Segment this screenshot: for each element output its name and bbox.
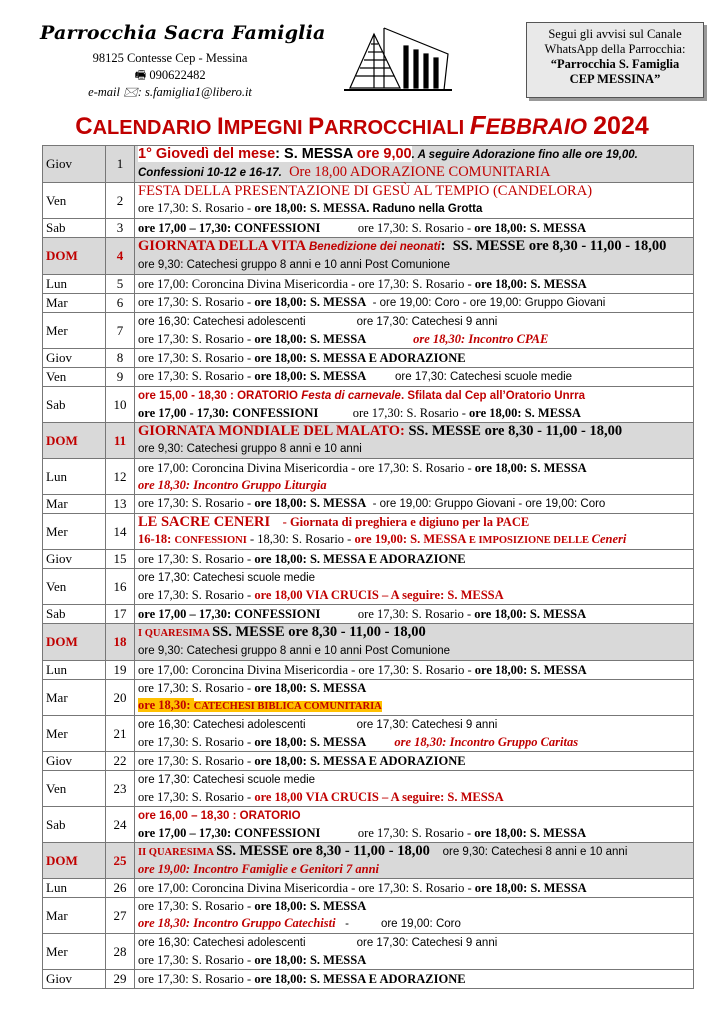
day-number: 20 <box>106 680 135 716</box>
event-text: ore 17,30: S. Rosario - <box>138 790 255 804</box>
calendar-row <box>43 294 694 313</box>
calendar-row <box>43 238 694 275</box>
event-text: ore 9,30: Catechesi gruppo 8 anni e 10 anni Post Comunione <box>138 645 450 657</box>
event-text: ore 17,00: Coroncina Divina Misericordia - ore 17,30: S. Rosario - <box>138 460 475 475</box>
event-text: LE SACRE CENERI <box>138 514 271 530</box>
event-text: ore 17,00 – 17,30: CONFESSIONI <box>138 606 321 621</box>
event-text: - ore 19,00: Coro - ore 19,00: Gruppo Giovani <box>366 297 606 309</box>
event-text: : S. MESSA <box>275 146 357 162</box>
event-line <box>138 861 690 878</box>
event-text: ore 16,30: Catechesi adolescenti ore 17,30: Catechesi 9 anni <box>138 316 498 328</box>
day-name: Giov <box>43 550 106 569</box>
event-text: ore 17,30: S. Rosario - <box>138 899 255 913</box>
event-text: ore 18,00: S. MESSA <box>254 295 367 309</box>
event-text: ore 17,30: S. Rosario - <box>318 406 470 420</box>
calendar-row <box>43 368 694 387</box>
day-number: 14 <box>106 514 135 550</box>
event-text: Benedizione dei neonati <box>308 241 441 253</box>
day-name: Mar <box>43 495 106 514</box>
calendar-title <box>0 110 724 141</box>
event-text: ore 18,00 VIA CRUCIS – A seguire: S. MESSA <box>254 588 504 602</box>
day-name: Ven <box>43 569 106 605</box>
event-text: ore 18,00: S. MESSA <box>254 899 367 913</box>
title-part: F <box>469 110 486 140</box>
event-text: ore 17,00 – 17,30: CONFESSIONI <box>138 220 321 235</box>
event-line <box>138 238 690 256</box>
calendar-row <box>43 495 694 514</box>
parish-name: Parrocchia Sacra Famiglia <box>40 22 326 44</box>
event-text: ore 17,30: S. Rosario - <box>138 201 255 215</box>
event-text: ore 18,00: S. MESSA <box>254 681 367 695</box>
calendar-row <box>43 569 694 605</box>
day-events <box>135 934 694 970</box>
event-text: I QUARESIMA <box>138 628 213 639</box>
event-line <box>138 971 690 988</box>
event-text: E IMPOSIZIONE DELLE <box>468 535 592 546</box>
event-text: ore 18,00: S. MESSA <box>469 406 581 420</box>
day-name: Mer <box>43 514 106 550</box>
day-name: Mer <box>43 313 106 349</box>
event-text: ore 17,00 – 17,30: CONFESSIONI <box>138 826 321 840</box>
event-text: ore 16,30: Catechesi adolescenti ore 17,30: Catechesi 9 anni <box>138 719 498 731</box>
event-text: ore 17,30: S. Rosario - <box>138 953 255 967</box>
day-name: Mer <box>43 934 106 970</box>
day-events <box>135 183 694 219</box>
calendar-row <box>43 313 694 349</box>
day-events <box>135 294 694 313</box>
event-text: ore 18,30: Incontro CPAE <box>366 332 549 346</box>
day-number: 6 <box>106 294 135 313</box>
day-number: 21 <box>106 716 135 752</box>
event-text: ore 18,00: S. MESSA. <box>254 201 373 215</box>
event-line <box>138 642 690 660</box>
event-text: ore 18,30: Incontro Gruppo Liturgia <box>138 477 327 492</box>
day-number: 7 <box>106 313 135 349</box>
day-name: DOM <box>43 843 106 879</box>
event-text: ore 18,00: S. MESSA <box>254 332 367 346</box>
event-line <box>138 405 690 422</box>
event-line <box>138 898 690 915</box>
day-number: 19 <box>106 661 135 680</box>
event-text: ore 18,30: <box>138 698 194 712</box>
day-events <box>135 459 694 495</box>
event-text: ore 18,00: S. MESSA <box>474 460 587 475</box>
day-number: 9 <box>106 368 135 387</box>
day-name: Mar <box>43 294 106 313</box>
event-line <box>138 495 690 513</box>
day-number: 13 <box>106 495 135 514</box>
title-part: C <box>75 113 93 140</box>
whatsapp-notice <box>526 22 704 98</box>
day-events <box>135 661 694 680</box>
calendar-row <box>43 843 694 879</box>
event-text: ore 9,30: Catechesi gruppo 8 anni e 10 anni <box>138 443 362 455</box>
calendar-row <box>43 680 694 716</box>
event-line <box>138 387 690 405</box>
calendar-row <box>43 716 694 752</box>
event-text: Raduno nella Grotta <box>372 203 483 215</box>
day-name: Mar <box>43 680 106 716</box>
event-line <box>138 294 690 312</box>
calendar-row <box>43 459 694 495</box>
event-text: ore 16,30: Catechesi adolescenti ore 17,30: Catechesi 9 anni <box>138 937 498 949</box>
event-text: ore 9,30: Catechesi gruppo 8 anni e 10 anni Post Comunione <box>138 259 450 271</box>
event-line <box>138 350 690 367</box>
event-text: ore 17,30: S. Rosario - <box>138 551 255 566</box>
day-name: Mer <box>43 716 106 752</box>
calendar-row <box>43 514 694 550</box>
day-number: 1 <box>106 146 135 183</box>
day-events <box>135 569 694 605</box>
event-text: Ore 18,00 ADORAZIONE COMUNITARIA <box>281 164 551 180</box>
event-text: ore 17,30: S. Rosario - <box>138 350 255 365</box>
day-events <box>135 624 694 661</box>
day-events <box>135 368 694 387</box>
calendar-row <box>43 219 694 238</box>
day-number: 12 <box>106 459 135 495</box>
event-text: CATECHESI BIBLICA COMUNITARIA <box>193 701 382 712</box>
day-number: 26 <box>106 879 135 898</box>
event-text: ore 18,00: S. MESSA <box>254 496 367 510</box>
day-events <box>135 879 694 898</box>
day-number: 11 <box>106 423 135 459</box>
event-line <box>138 697 690 715</box>
title-part: I <box>217 113 224 140</box>
day-name: Mar <box>43 898 106 934</box>
day-number: 15 <box>106 550 135 569</box>
event-text: ore 18,00: S. MESSA <box>474 276 587 291</box>
event-text: ore 19,00: S. MESSA <box>354 532 469 546</box>
event-text: ore 17,30: Catechesi scuole medie <box>366 371 573 383</box>
day-events <box>135 238 694 275</box>
event-text: ore 17,30: S. Rosario - <box>138 496 255 510</box>
day-events <box>135 313 694 349</box>
day-name: Ven <box>43 771 106 807</box>
day-name: Giov <box>43 349 106 368</box>
title-part: ALENDARIO <box>92 117 218 139</box>
event-text: ore 17,30: Catechesi scuole medie <box>138 774 316 786</box>
event-line <box>138 183 690 200</box>
event-line <box>138 716 690 734</box>
event-line <box>138 164 690 182</box>
event-text: ore 18,30: Incontro Gruppo Catechisti <box>138 916 336 930</box>
event-text: ore 18,00: S. MESSA E ADORAZIONE <box>254 753 466 768</box>
event-text: ore 17,00: Coroncina Divina Misericordia - ore 17,30: S. Rosario - <box>138 662 475 677</box>
calendar-row <box>43 387 694 423</box>
event-text: ore 15,00 - 18,30 : ORATORIO <box>138 390 302 402</box>
day-name: Lun <box>43 879 106 898</box>
event-line <box>138 789 690 806</box>
calendar-row <box>43 550 694 569</box>
event-line <box>138 423 690 440</box>
day-name: Ven <box>43 368 106 387</box>
day-events <box>135 423 694 459</box>
event-text: ore 17,30: S. Rosario - <box>320 826 475 840</box>
day-events <box>135 771 694 807</box>
calendar-row <box>43 349 694 368</box>
event-line <box>138 200 690 218</box>
event-text: Confessioni 10-12 e 16-17. <box>138 167 282 179</box>
day-name: Lun <box>43 275 106 294</box>
event-text: SS. MESSE ore 8,30 - 11,00 - 18,00 <box>212 624 426 640</box>
day-events <box>135 550 694 569</box>
event-text: ore 18,00: S. MESSA <box>474 826 587 840</box>
event-text: ore 17,30: S. Rosario - <box>138 332 255 346</box>
event-text: 16-18: <box>138 532 175 546</box>
event-text: ore 18,00: S. MESSA <box>474 606 587 621</box>
event-text: ore 18,00: S. MESSA <box>254 369 367 383</box>
event-line <box>138 146 690 164</box>
day-events <box>135 680 694 716</box>
event-line <box>138 952 690 969</box>
event-line <box>138 313 690 331</box>
day-number: 27 <box>106 898 135 934</box>
day-name: Ven <box>43 183 106 219</box>
event-text: SS. MESSE ore 8,30 - 11,00 - 18,00 <box>216 843 430 859</box>
event-line <box>138 587 690 604</box>
event-line <box>138 256 690 274</box>
event-text: - ore 19,00: Gruppo Giovani - ore 19,00: Coro <box>366 498 606 510</box>
event-text: ore 17,30: S. Rosario - <box>138 369 255 383</box>
event-line <box>138 331 690 348</box>
event-text: . A seguire Adorazione fino alle ore 19,00. <box>411 149 638 161</box>
event-text: ore 17,30: Catechesi scuole medie <box>138 572 316 584</box>
church-logo-icon <box>344 24 452 96</box>
title-part: ARROCCHIALI <box>324 117 470 139</box>
event-line <box>138 569 690 587</box>
event-text: ore 18,00: S. MESSA <box>474 220 587 235</box>
whatsapp-channel-name: “Parrocchia S. Famiglia <box>550 57 680 71</box>
event-line <box>138 440 690 458</box>
parish-header <box>40 22 326 101</box>
day-number: 18 <box>106 624 135 661</box>
event-text: ore 17,30: S. Rosario - <box>138 295 255 309</box>
day-name: DOM <box>43 423 106 459</box>
event-text: ore 17,30: S. Rosario - <box>138 735 255 749</box>
event-text: ore 18,00: S. MESSA E ADORAZIONE <box>254 971 466 986</box>
event-line <box>138 807 690 825</box>
event-text: ore 17,30: S. Rosario - <box>138 588 255 602</box>
day-events <box>135 387 694 423</box>
event-line <box>138 662 690 679</box>
event-line <box>138 460 690 477</box>
day-number: 16 <box>106 569 135 605</box>
event-text: ore 17,00 - 17,30: CONFESSIONI <box>138 406 319 420</box>
day-events <box>135 275 694 294</box>
day-number: 23 <box>106 771 135 807</box>
event-text: ore 19,00: Incontro Famiglie e Genitori 7 anni <box>138 862 379 876</box>
day-events <box>135 495 694 514</box>
day-name: Giov <box>43 752 106 771</box>
event-line <box>138 915 690 933</box>
event-text: 1° Giovedì del mese <box>138 146 276 162</box>
event-line <box>138 880 690 897</box>
event-text: ore 17,00: Coroncina Divina Misericordia - ore 17,30: S. Rosario - <box>138 880 475 895</box>
event-text: : SS. MESSE ore 8,30 - 11,00 - 18,00 <box>440 238 667 254</box>
title-part: MPEGNI <box>223 117 309 139</box>
event-line <box>138 934 690 952</box>
event-line <box>138 531 690 549</box>
title-part: EBBRAIO <box>485 114 594 139</box>
event-text: CONFESSIONI <box>174 535 247 546</box>
event-text: ore 17,30: S. Rosario - <box>138 753 255 768</box>
event-text: ore 18,00: S. MESSA <box>254 735 367 749</box>
event-text: GIORNATA DELLA VITA <box>138 238 309 254</box>
day-name: Sab <box>43 219 106 238</box>
event-text: ore 17,00: Coroncina Divina Misericordia - ore 17,30: S. Rosario - <box>138 276 475 291</box>
event-text: FESTA DELLA PRESENTAZIONE DI GESÙ AL TEMPIO (CANDELORA) <box>138 183 593 199</box>
calendar-row <box>43 898 694 934</box>
day-name: DOM <box>43 238 106 275</box>
day-events <box>135 605 694 624</box>
title-part: P <box>308 113 325 140</box>
event-text: Ceneri <box>591 532 627 546</box>
day-events <box>135 219 694 238</box>
event-line <box>138 734 690 751</box>
event-line <box>138 477 690 494</box>
event-text: - 18,30: S. Rosario - <box>246 532 355 546</box>
parish-phone: 🖷 090622482 <box>134 68 206 82</box>
parish-email: e-mail 🖂: s.famiglia1@libero.it <box>88 85 252 99</box>
day-number: 10 <box>106 387 135 423</box>
day-name: Sab <box>43 387 106 423</box>
event-line <box>138 825 690 842</box>
event-text: ore 18,00 VIA CRUCIS – A seguire: S. MESSA <box>254 790 504 804</box>
day-name: Sab <box>43 807 106 843</box>
event-line <box>138 680 690 697</box>
day-name: DOM <box>43 624 106 661</box>
event-text: ore 18,00: S. MESSA E ADORAZIONE <box>254 350 466 365</box>
event-text: . Sfilata dal Cep all’Oratorio Unrra <box>400 390 585 402</box>
calendar-row <box>43 146 694 183</box>
calendar-row <box>43 879 694 898</box>
day-number: 25 <box>106 843 135 879</box>
event-line <box>138 753 690 770</box>
whatsapp-channel-name: CEP MESSINA” <box>569 72 661 86</box>
day-number: 5 <box>106 275 135 294</box>
event-line <box>138 514 690 531</box>
day-number: 28 <box>106 934 135 970</box>
title-month <box>469 110 594 140</box>
event-text: ore 18,00: S. MESSA <box>254 953 367 967</box>
event-text: ore 17,30: S. Rosario - <box>320 606 475 621</box>
event-text: SS. MESSE ore 8,30 - 11,00 - 18,00 <box>408 423 623 439</box>
event-text: ore 16,00 – 18,30 : ORATORIO <box>138 810 301 822</box>
event-text: II QUARESIMA <box>138 847 217 858</box>
event-text: - ore 19,00: Coro <box>335 918 461 930</box>
event-text: ore 17,30: S. Rosario - <box>320 220 475 235</box>
day-number: 2 <box>106 183 135 219</box>
day-events <box>135 514 694 550</box>
event-line <box>138 551 690 568</box>
calendar-row <box>43 771 694 807</box>
title-year: 2024 <box>593 112 649 140</box>
day-events <box>135 716 694 752</box>
day-number: 29 <box>106 970 135 989</box>
day-name: Giov <box>43 146 106 183</box>
event-text: ore 17,30: S. Rosario - <box>138 971 255 986</box>
day-events <box>135 349 694 368</box>
event-text: ore 17,30: S. Rosario - <box>138 681 255 695</box>
event-text: ore 18,00: S. MESSA <box>474 880 587 895</box>
day-name: Lun <box>43 661 106 680</box>
event-text: - Giornata di preghiera e digiuno per la PACE <box>270 515 530 529</box>
event-text: ore 18,30: Incontro Gruppo Caritas <box>366 735 579 749</box>
calendar-row <box>43 661 694 680</box>
calendar-row <box>43 275 694 294</box>
event-line <box>138 624 690 642</box>
calendar-row <box>43 807 694 843</box>
calendar-table <box>42 145 694 989</box>
day-number: 17 <box>106 605 135 624</box>
event-line <box>138 606 690 623</box>
day-events <box>135 970 694 989</box>
day-number: 22 <box>106 752 135 771</box>
event-line <box>138 771 690 789</box>
event-text: ore 18,00: S. MESSA E ADORAZIONE <box>254 551 466 566</box>
parish-address: 98125 Contesse Cep - Messina <box>92 51 248 65</box>
calendar-row <box>43 605 694 624</box>
event-text: ore 9,00 <box>356 146 412 162</box>
event-line <box>138 368 690 386</box>
event-text: ore 9,30: Catechesi 8 anni e 10 anni <box>429 846 628 858</box>
whatsapp-line: WhatsApp della Parrocchia: <box>544 42 686 56</box>
day-name: Sab <box>43 605 106 624</box>
day-events <box>135 898 694 934</box>
event-line <box>138 220 690 237</box>
day-name: Lun <box>43 459 106 495</box>
calendar-row <box>43 183 694 219</box>
event-line <box>138 276 690 293</box>
calendar-row <box>43 970 694 989</box>
event-text: ore 18,00: S. MESSA <box>474 662 587 677</box>
day-events <box>135 146 694 183</box>
event-text: Festa di carnevale <box>301 390 401 402</box>
event-line <box>138 843 690 861</box>
day-events <box>135 752 694 771</box>
calendar-row <box>43 624 694 661</box>
day-number: 3 <box>106 219 135 238</box>
day-events <box>135 807 694 843</box>
calendar-row <box>43 934 694 970</box>
day-number: 8 <box>106 349 135 368</box>
calendar-row <box>43 752 694 771</box>
whatsapp-line: Segui gli avvisi sul Canale <box>548 27 682 41</box>
calendar-body <box>43 146 694 989</box>
day-events <box>135 843 694 879</box>
day-name: Giov <box>43 970 106 989</box>
calendar-row <box>43 423 694 459</box>
event-text: GIORNATA MONDIALE DEL MALATO: <box>138 423 409 439</box>
day-number: 24 <box>106 807 135 843</box>
day-number: 4 <box>106 238 135 275</box>
